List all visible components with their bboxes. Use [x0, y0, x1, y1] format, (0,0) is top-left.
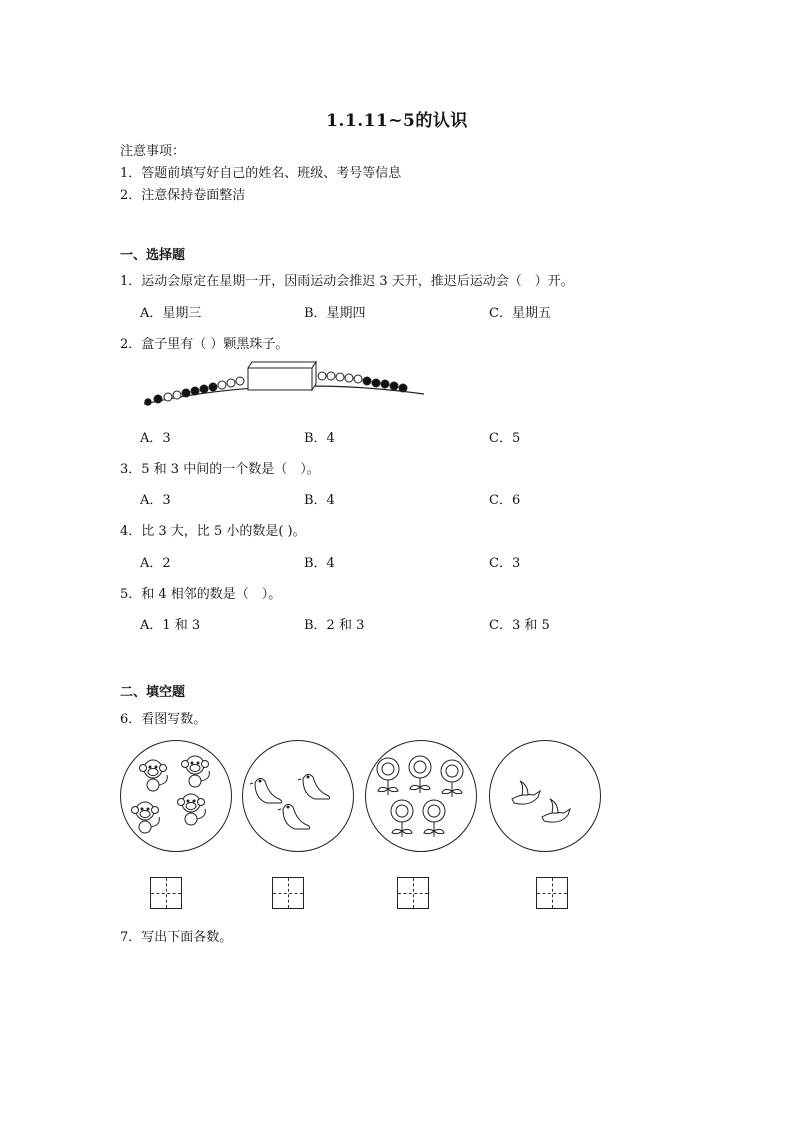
section2-heading: 二、填空题 [120, 685, 186, 700]
q2-option-c: C．5 [489, 431, 521, 446]
answer-box-3[interactable] [397, 877, 429, 909]
q4-option-a: A．2 [140, 556, 171, 571]
beads-box-figure [140, 356, 430, 408]
question-4: 4．比 3 大，比 5 小的数是( )。 [120, 524, 306, 539]
bird-circle [489, 740, 601, 852]
q5-option-b: B．2 和 3 [304, 618, 365, 633]
answer-box-4[interactable] [536, 877, 568, 909]
q1-option-c: C．星期五 [489, 306, 551, 321]
q2-option-a: A．3 [140, 431, 171, 446]
q4-option-c: C．3 [489, 556, 521, 571]
section1-heading: 一、选择题 [120, 248, 186, 263]
monkey-icon [121, 741, 233, 853]
page-title: 1.1.11~5的认识 [326, 111, 468, 131]
q2-option-b: B．4 [304, 431, 335, 446]
q4-option-b: B．4 [304, 556, 335, 571]
seal-icon [243, 741, 355, 853]
q3-option-b: B．4 [304, 493, 335, 508]
question-7: 7．写出下面各数。 [120, 930, 233, 945]
q5-option-c: C．3 和 5 [489, 618, 550, 633]
bird-icon [490, 741, 602, 853]
q3-option-c: C．6 [489, 493, 521, 508]
q5-option-a: A．1 和 3 [140, 618, 201, 633]
flower-circle [365, 740, 477, 852]
monkey-circle [120, 740, 232, 852]
question-2: 2．盒子里有（ ）颗黑珠子。 [120, 337, 289, 352]
question-1: 1．运动会原定在星期一开，因雨运动会推迟 3 天开，推迟后运动会（ ）开。 [120, 274, 574, 289]
flower-icon [366, 741, 478, 853]
question-3: 3．5 和 3 中间的一个数是（ ）。 [120, 462, 320, 477]
answer-box-1[interactable] [150, 877, 182, 909]
question-6: 6．看图写数。 [120, 712, 207, 727]
q1-option-a: A．星期三 [140, 306, 202, 321]
q1-option-b: B．星期四 [304, 306, 366, 321]
q3-option-a: A．3 [140, 493, 171, 508]
question-5: 5．和 4 相邻的数是（ ）。 [120, 587, 282, 602]
notice-item-2: 2．注意保持卷面整洁 [120, 188, 246, 203]
answer-box-2[interactable] [272, 877, 304, 909]
notice-heading: 注意事项： [120, 144, 186, 159]
seal-circle [242, 740, 354, 852]
notice-item-1: 1．答题前填写好自己的姓名、班级、考号等信息 [120, 166, 402, 181]
